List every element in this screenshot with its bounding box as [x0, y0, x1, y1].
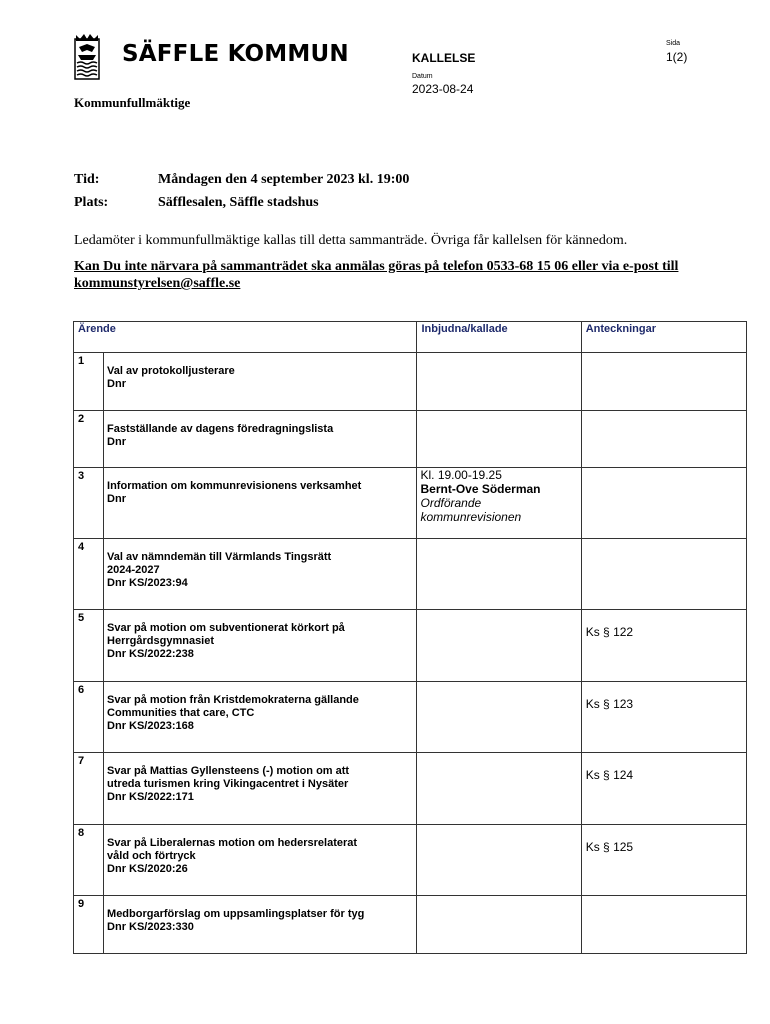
- item-title: [104, 610, 417, 682]
- item-title: [104, 539, 417, 610]
- item-invited: [417, 825, 581, 896]
- item-note: [581, 411, 746, 468]
- brand-name: SÄFFLE KOMMUN: [122, 41, 349, 67]
- item-title-line: Dnr: [107, 436, 126, 448]
- page-label: Sida: [666, 40, 681, 47]
- item-title: [104, 896, 417, 954]
- item-title-line: Dnr KS/2023:94: [107, 577, 188, 589]
- item-title-line: Svar på Liberalernas motion om hedersrelaterat: [107, 837, 358, 849]
- item-note: Ks § 125: [581, 825, 746, 896]
- item-number: 4: [74, 539, 104, 610]
- org-unit: Kommunfullmäktige: [74, 95, 191, 110]
- item-title: [104, 753, 417, 825]
- item-title-line: Dnr KS/2023:330: [107, 921, 194, 933]
- item-title-line: Dnr KS/2020:26: [107, 863, 188, 875]
- item-title-line: Communities that care, CTC: [107, 707, 255, 719]
- item-title-line: Information om kommunrevisionens verksamhet: [107, 480, 362, 492]
- item-title-line: Dnr: [107, 493, 126, 505]
- date-label: Datum: [412, 73, 433, 80]
- header-notes: Anteckningar: [581, 322, 746, 353]
- agenda-row: [74, 825, 747, 896]
- agenda-row: [74, 896, 747, 954]
- item-number: 2: [74, 411, 104, 468]
- place-label: Plats:: [74, 195, 109, 210]
- header-arende: Ärende: [74, 322, 417, 353]
- time-label: Tid:: [74, 172, 100, 187]
- agenda-row: [74, 682, 747, 753]
- item-title-line: Svar på Mattias Gyllensteens (-) motion om att: [107, 765, 350, 777]
- item-number: 6: [74, 682, 104, 753]
- invited-line: Ordförande: [420, 496, 482, 510]
- item-invited: [417, 753, 581, 825]
- agenda-row: [74, 353, 747, 411]
- invited-line: kommunrevisionen: [420, 510, 522, 524]
- attendance-notice: Kan Du inte närvara på sammanträdet ska anmälas göras på telefon 0533-68 15 06 eller via e-post till kommunstyrelsen@saffle.se: [74, 259, 679, 291]
- item-title-line: Dnr KS/2022:171: [107, 791, 194, 803]
- item-title-line: Fastställande av dagens föredragningslista: [107, 423, 334, 435]
- item-title-line: Svar på motion om subventionerat körkort på: [107, 622, 345, 634]
- item-invited: [417, 682, 581, 753]
- date-value: 2023-08-24: [412, 82, 474, 96]
- intro-text: Ledamöter i kommunfullmäktige kallas till detta sammanträde. Övriga får kallelsen för kännedom.: [74, 233, 628, 248]
- item-title: [104, 353, 417, 411]
- agenda-row: [74, 753, 747, 825]
- item-note: Ks § 122: [581, 610, 746, 682]
- item-note: [581, 468, 746, 539]
- item-title: [104, 825, 417, 896]
- item-invited: [417, 353, 581, 411]
- item-title-line: 2024-2027: [107, 564, 160, 576]
- item-title-line: våld och förtryck: [107, 850, 196, 862]
- item-invited: [417, 411, 581, 468]
- item-title: [104, 682, 417, 753]
- item-title-line: Medborgarförslag om uppsamlingsplatser för tyg: [107, 908, 365, 920]
- document-type: KALLELSE: [412, 51, 476, 65]
- item-title-line: utreda turismen kring Vikingacentret i Nysäter: [107, 778, 349, 790]
- item-title-line: Dnr KS/2023:168: [107, 720, 194, 732]
- item-invited: [417, 539, 581, 610]
- municipal-coat-of-arms-icon: [74, 33, 100, 81]
- item-number: 7: [74, 753, 104, 825]
- item-number: 8: [74, 825, 104, 896]
- header-invited: Inbjudna/kallade: [417, 322, 581, 353]
- agenda-header-row: [74, 322, 747, 353]
- place-value: Säfflesalen, Säffle stadshus: [158, 195, 319, 210]
- item-title-line: Svar på motion från Kristdemokraterna gällande: [107, 694, 359, 706]
- time-value: Måndagen den 4 september 2023 kl. 19:00: [158, 172, 410, 187]
- item-number: 5: [74, 610, 104, 682]
- item-invited: [417, 468, 581, 539]
- item-note: [581, 353, 746, 411]
- item-note: [581, 539, 746, 610]
- agenda-row: [74, 539, 747, 610]
- item-title: [104, 468, 417, 539]
- page-value: 1(2): [666, 50, 688, 64]
- item-note: Ks § 123: [581, 682, 746, 753]
- item-number: 9: [74, 896, 104, 954]
- item-title-line: Val av protokolljusterare: [107, 365, 235, 377]
- item-note: Ks § 124: [581, 753, 746, 825]
- agenda-table: [73, 321, 747, 954]
- invited-line: Kl. 19.00-19.25: [420, 468, 502, 482]
- item-title-line: Dnr: [107, 378, 126, 390]
- item-title-line: Val av nämndemän till Värmlands Tingsrätt: [107, 551, 332, 563]
- agenda-row: [74, 468, 747, 539]
- item-note: [581, 896, 746, 954]
- item-invited: [417, 610, 581, 682]
- agenda-row: [74, 411, 747, 468]
- item-title: [104, 411, 417, 468]
- item-invited: [417, 896, 581, 954]
- invited-line: Bernt-Ove Söderman: [420, 482, 541, 496]
- item-number: 3: [74, 468, 104, 539]
- item-title-line: Herrgårdsgymnasiet: [107, 635, 215, 647]
- item-number: 1: [74, 353, 104, 411]
- item-title-line: Dnr KS/2022:238: [107, 648, 194, 660]
- agenda-row: [74, 610, 747, 682]
